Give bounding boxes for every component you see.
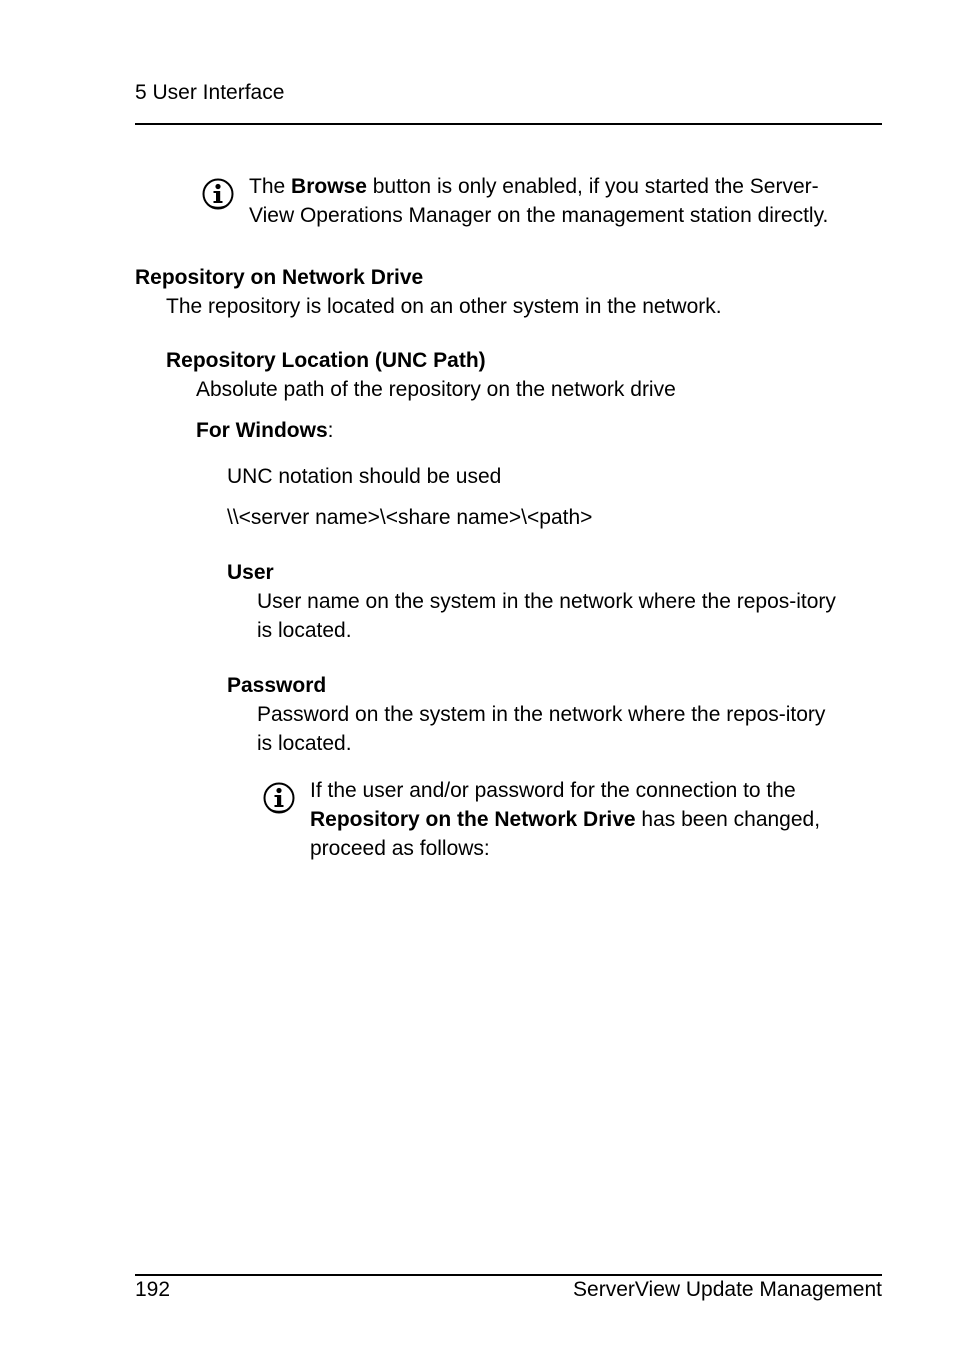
header-rule: [135, 123, 882, 125]
windows-label-bold: For Windows: [196, 419, 328, 442]
user-title: User: [227, 561, 274, 584]
note-browse-bold: Browse: [291, 175, 367, 198]
section-title: Repository on Network Drive: [135, 266, 424, 289]
windows-label-colon: :: [327, 419, 334, 442]
windows-label: [196, 416, 333, 445]
page-number: 192: [135, 1278, 171, 1301]
running-header: 5 User Interface: [135, 81, 285, 104]
note-credentials-text: [310, 776, 822, 863]
note-browse: [201, 172, 861, 230]
password-title: Password: [227, 674, 327, 697]
note-browse-text: [249, 172, 861, 230]
info-icon: [201, 177, 235, 211]
location-title: Repository Location (UNC Path): [166, 349, 486, 372]
section-description: The repository is located on an other system in the network.: [166, 295, 722, 318]
unc-format: \\<server name>\<share name>\<path>: [227, 506, 593, 529]
user-description: User name on the system in the network where the repos-itory is located.: [257, 590, 836, 642]
footer-rule: [135, 1274, 882, 1276]
unc-hint: UNC notation should be used: [227, 465, 502, 488]
document-title: ServerView Update Management: [573, 1278, 882, 1301]
note-browse-prefix: The: [249, 175, 292, 198]
note-credentials: [262, 776, 822, 863]
note-credentials-bold: Repository on the Network Drive: [310, 808, 636, 831]
info-icon: [262, 781, 296, 815]
location-description: Absolute path of the repository on the network drive: [196, 378, 676, 401]
note-credentials-prefix: If the user and/or password for the connection to the: [310, 779, 796, 802]
note-browse-suffix: button is only enabled, if you started the Server-View Operations Manager on the management station directly.: [249, 175, 829, 227]
note-credentials-suffix: has been changed, proceed as follows:: [310, 808, 821, 860]
password-description: Password on the system in the network where the repos-itory is located.: [257, 703, 826, 755]
